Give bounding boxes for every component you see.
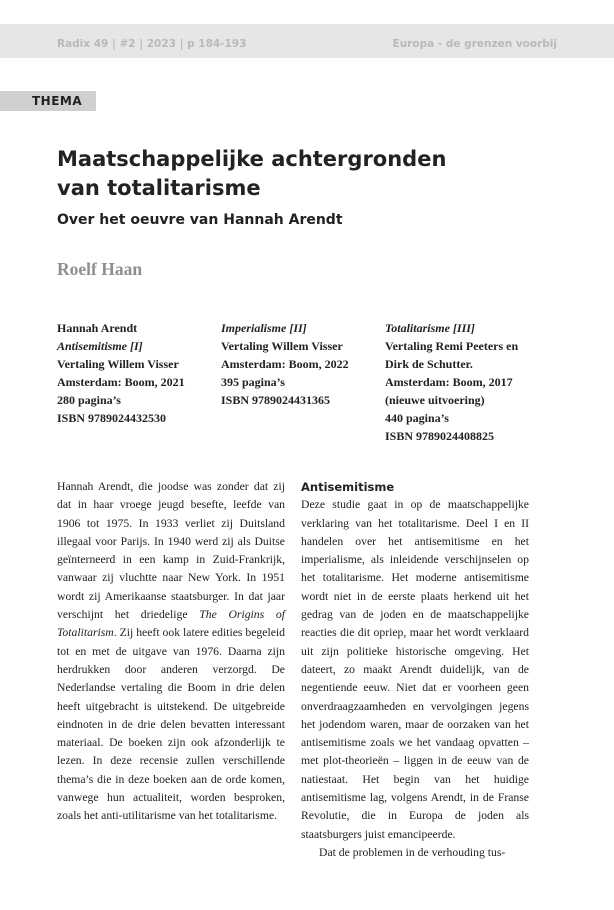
article-title-line1: Maatschappelijke achtergronden (57, 147, 447, 171)
book-publisher: Amsterdam: Boom, 2021 (57, 375, 185, 389)
book-isbn: ISBN 9789024432530 (57, 411, 167, 425)
book-info-3 (385, 319, 543, 445)
book-info-2 (221, 319, 379, 409)
book-pages: 440 pagina’s (385, 411, 449, 425)
book-translator: Vertaling Willem Visser (57, 357, 179, 371)
book-isbn: ISBN 9789024408825 (385, 429, 495, 443)
book-publisher: Amsterdam: Boom, 2017 (385, 375, 513, 389)
book-translator: Vertaling Remi Peeters en (385, 339, 519, 353)
book-title: Totalitarisme [III] (385, 321, 475, 335)
book-info-1 (57, 319, 215, 427)
book-pages: 395 pagina’s (221, 375, 285, 389)
book-publisher: Amsterdam: Boom, 2022 (221, 357, 349, 371)
issue-theme: Europa - de grenzen voorbij (392, 38, 557, 50)
book-translator: Vertaling Willem Visser (221, 339, 343, 353)
body-paragraph: Dat de problemen in de verhouding tus- (319, 845, 506, 859)
journal-citation: Radix 49 | #2 | 2023 | p 184-193 (57, 38, 247, 50)
book-author: Hannah Arendt (57, 321, 138, 335)
article-title-line2: van totalitarisme (57, 176, 261, 200)
body-column-left (57, 478, 285, 826)
book-pages: 280 pagina’s (57, 393, 121, 407)
author-name: Roelf Haan (57, 259, 143, 279)
body-text-2: . Zij heeft ook latere edities begeleid tot en met de uitgave van 1976. Daarna zijn herdrukken door anderen verzorgd. De Nederlandse vertaling die Boom in drie delen heeft uitgebracht is uitstekend. De uitgebreide eindnoten in de drie delen bevatten interessant materiaal. De boeken zijn ook afzonderlijk te lezen. In deze recensie zullen verschillende thema’s die in deze boeken aan de orde komen, vanwege hun actualiteit, worden besproken, zoals het anti-utilitarisme van het totalitarisme. (57, 626, 285, 823)
book-translator-cont: Dirk de Schutter. (385, 357, 473, 371)
book-title-italic: The Origins of Totalitarism (57, 608, 286, 640)
body-text-1: Hannah Arendt, die joodse was zonder dat zij dat in haar vroege jeugd besefte, leefde van 1906 tot 1975. In 1933 verliet zij Duitsland illegaal voor Parijs. In 1940 werd zij als Duitse geïnterneerd in een kamp in Zuid-Frankrijk, vanwaar zij vluchtte naar New York. In 1951 wordt zij Amerikaanse staatsburger. In dat jaar verschijnt het driedelige (57, 480, 285, 622)
article-title (57, 145, 557, 203)
body-column-right (301, 478, 529, 862)
section-heading: Antisemitisme (301, 480, 395, 494)
body-paragraph: Deze studie gaat in op de maatschappelijke verklaring van het totalitarisme. Deel I en II handelen over het antisemitisme en het imperialisme, als inleidende verschijnselen op het totalitarisme. Het moderne antisemitisme wordt niet in de eerste plaats herkend uit het gedrag van de joden en de maatschappelijke reacties die dit opriep, maar het wordt verklaard uit zijn politieke historische omgeving. Het dateert, zo maakt Arendt duidelijk, van de negentiende eeuw. Niet dat er voorheen geen onverdraagzaamheden en vervolgingen jegens het jodendom waren, maar de oorzaken van het antisemitisme zoals we het vandaag opvatten – met plot-theorieën – liggen in de eeuw van de natiestaat. Het begin van het huidige antisemitisme lag, volgens Arendt, in de Franse Revolutie, die in Europa de joden als staatsburgers juist emancipeerde. (301, 498, 529, 841)
book-edition: (nieuwe uitvoering) (385, 393, 485, 407)
article-subtitle: Over het oeuvre van Hannah Arendt (57, 212, 343, 228)
book-isbn: ISBN 9789024431365 (221, 393, 331, 407)
book-title: Antisemitisme [I] (57, 339, 143, 353)
section-tag: THEMA (0, 91, 96, 111)
body-paragraph (57, 478, 285, 826)
book-title: Imperialisme [II] (221, 321, 307, 335)
